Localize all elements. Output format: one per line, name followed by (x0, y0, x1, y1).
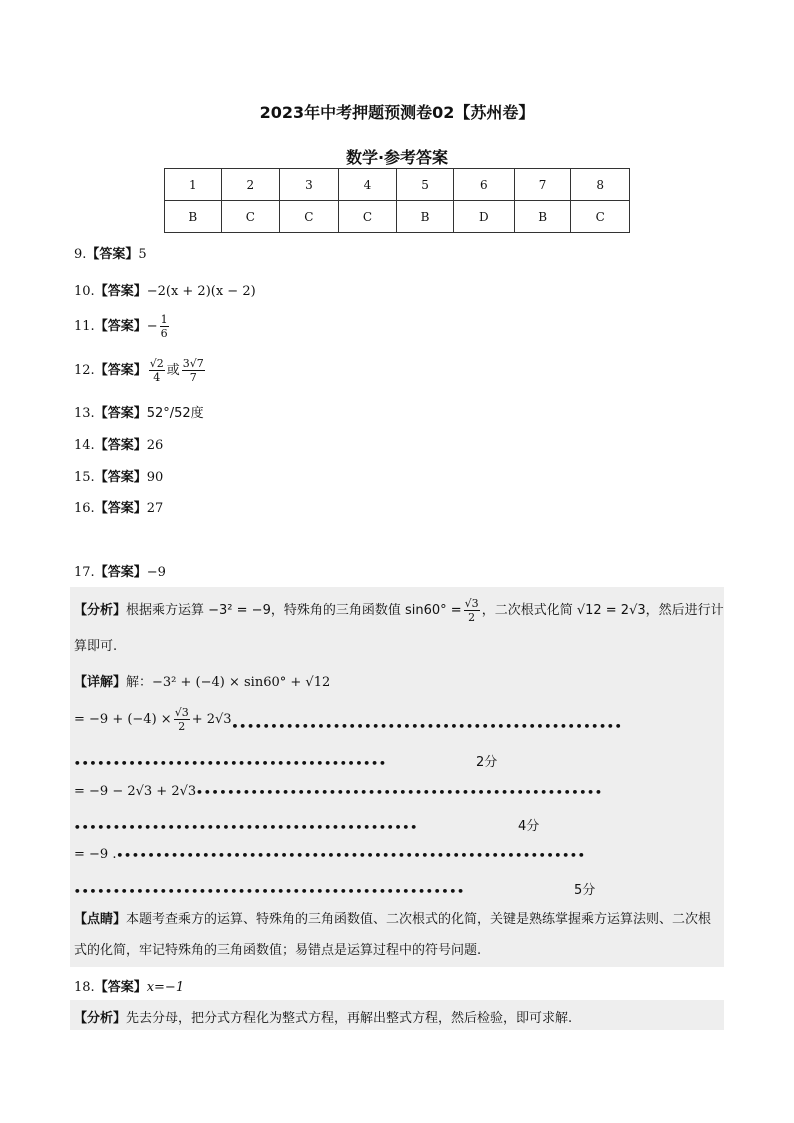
answer-value: −2(x + 2)(x − 2) (146, 284, 256, 299)
answer-line-11 (74, 313, 171, 340)
answer-line-14 (74, 434, 163, 453)
answer-table-answer-row (165, 201, 630, 233)
question-num: 13. (74, 406, 95, 421)
question-num: 17. (74, 565, 95, 580)
step-line-3 (74, 847, 720, 862)
fraction-numerator: √3 (464, 597, 479, 610)
answer-value: 5 (138, 247, 147, 262)
question-number: 3 (280, 169, 339, 201)
fraction-numerator: 1 (160, 313, 168, 326)
comment-text: 本题考查乘方的运算、特殊角的三角函数值、二次根式的化简，关键是熟练掌握乘方运算法则、二次根式的化简，牢记特殊角的三角函数值；易错点是运算过程中的符号问题. (74, 912, 712, 958)
fraction-denominator: 6 (160, 327, 168, 340)
fraction-denominator: 7 (189, 371, 197, 384)
detail-label: 【详解】 (74, 675, 127, 690)
answer-table (164, 168, 630, 233)
answer-line-9 (74, 243, 147, 262)
score: 2分 (476, 755, 498, 770)
choice-answer: C (571, 201, 630, 233)
answer-value: 27 (146, 501, 164, 516)
choice-answer: B (397, 201, 454, 233)
step-line-1 (74, 706, 742, 733)
analysis-text: 算即可. (74, 639, 118, 654)
step-text: = −9 + (−4) × (74, 712, 172, 727)
fraction-denominator: 4 (153, 371, 161, 384)
question-num: 18. (74, 980, 95, 995)
fraction (174, 706, 190, 733)
question-num: 14. (74, 438, 95, 453)
question-number: 1 (165, 169, 222, 201)
analysis-text: 根据乘方运算 −3² = −9，特殊角的三角函数值 sin60° = (126, 603, 462, 618)
answer-line-12 (74, 357, 207, 384)
fraction (182, 357, 205, 384)
question-number: 4 (338, 169, 397, 201)
analysis-text: 先去分母，把分式方程化为整式方程，再解出整式方程，然后检验，即可求解. (126, 1011, 573, 1026)
dot-leader: •••••••••••••••••••••••••••••••••••••••••••• (74, 821, 419, 834)
answer-line-10 (74, 280, 256, 299)
question-num: 15. (74, 470, 95, 485)
analysis-label: 【分析】 (74, 603, 127, 618)
answer-label: 【答案】 (94, 470, 147, 485)
answer-line-16 (74, 497, 163, 516)
dot-leader: •••••••••••••••••••••••••••••••••••••••••••••••••••••••••••• (116, 849, 586, 862)
question-num: 16. (74, 501, 95, 516)
fraction-numerator: √2 (149, 357, 164, 370)
answer-value: x=−1 (146, 980, 185, 995)
comment-label: 【点睛】 (74, 912, 127, 927)
dot-leader: •••••••••••••••••••••••••••••••••••••••••••••••••••• (196, 786, 603, 799)
document-subtitle: 数学·参考答案 (345, 148, 449, 167)
score-line-1 (74, 751, 497, 770)
answer-line-18 (74, 976, 184, 995)
question-number: 2 (221, 169, 280, 201)
answer-sign: − (146, 319, 158, 334)
question-number: 5 (397, 169, 454, 201)
detail-intro: 解：−3² + (−4) × sin60° + √12 (126, 675, 331, 690)
question-num: 12. (74, 363, 95, 378)
answer-value: 26 (146, 438, 164, 453)
step-text: = −9 . (74, 847, 117, 862)
choice-answer: B (514, 201, 571, 233)
answer-line-17 (74, 561, 166, 580)
dot-leader: •••••••••••••••••••••••••••••••••••••••••••••••••• (231, 720, 623, 733)
detail-line (74, 671, 330, 690)
answer-label: 【答案】 (86, 247, 139, 262)
question-num: 10. (74, 284, 95, 299)
score: 4分 (518, 819, 540, 834)
score-line-3 (74, 879, 595, 898)
fraction (149, 357, 165, 384)
answer-table-number-row (165, 169, 630, 201)
question-number: 8 (571, 169, 630, 201)
choice-answer: C (338, 201, 397, 233)
analysis-line (74, 597, 724, 624)
answer-label: 【答案】 (94, 565, 147, 580)
answer-value: −9 (146, 565, 166, 580)
step-line-2 (74, 784, 730, 799)
fraction-numerator: 3√7 (182, 357, 204, 370)
fraction-numerator: √3 (174, 706, 189, 719)
analysis-text: ，二次根式化简 √12 = 2√3，然后进行计 (481, 603, 724, 618)
dot-leader: •••••••••••••••••••••••••••••••••••••••• (74, 757, 387, 770)
answer-label: 【答案】 (94, 438, 147, 453)
question-num: 9. (74, 247, 87, 262)
analysis-line-2 (74, 635, 117, 654)
answer-value: 52°/52度 (146, 406, 204, 421)
analysis-label: 【分析】 (74, 1011, 127, 1026)
question-number: 7 (514, 169, 571, 201)
answer-label: 【答案】 (94, 406, 147, 421)
answer-line-15 (74, 466, 163, 485)
comment-paragraph (74, 904, 720, 966)
answer-label: 【答案】 (94, 284, 147, 299)
fraction-denominator: 2 (468, 611, 476, 624)
question-num: 11. (74, 319, 95, 334)
fraction-denominator: 2 (178, 720, 186, 733)
answer-label: 【答案】 (94, 980, 147, 995)
question-number: 6 (453, 169, 514, 201)
analysis-line-18 (74, 1007, 572, 1026)
answer-line-13 (74, 402, 204, 421)
fraction (464, 597, 480, 624)
fraction (160, 313, 169, 340)
step-text: + 2√3 (191, 712, 232, 727)
step-text: = −9 − 2√3 + 2√3 (74, 784, 197, 799)
answer-label: 【答案】 (94, 363, 147, 378)
answer-label: 【答案】 (94, 319, 147, 334)
document-title: 2023年中考押题预测卷02【苏州卷】 (259, 103, 535, 122)
choice-answer: D (453, 201, 514, 233)
answer-label: 【答案】 (94, 501, 147, 516)
choice-answer: B (165, 201, 222, 233)
or-text: 或 (166, 363, 180, 378)
choice-answer: C (280, 201, 339, 233)
answer-value: 90 (146, 470, 164, 485)
choice-answer: C (221, 201, 280, 233)
score-line-2 (74, 815, 539, 834)
score: 5分 (574, 883, 596, 898)
dot-leader: •••••••••••••••••••••••••••••••••••••••••••••••••• (74, 885, 466, 898)
